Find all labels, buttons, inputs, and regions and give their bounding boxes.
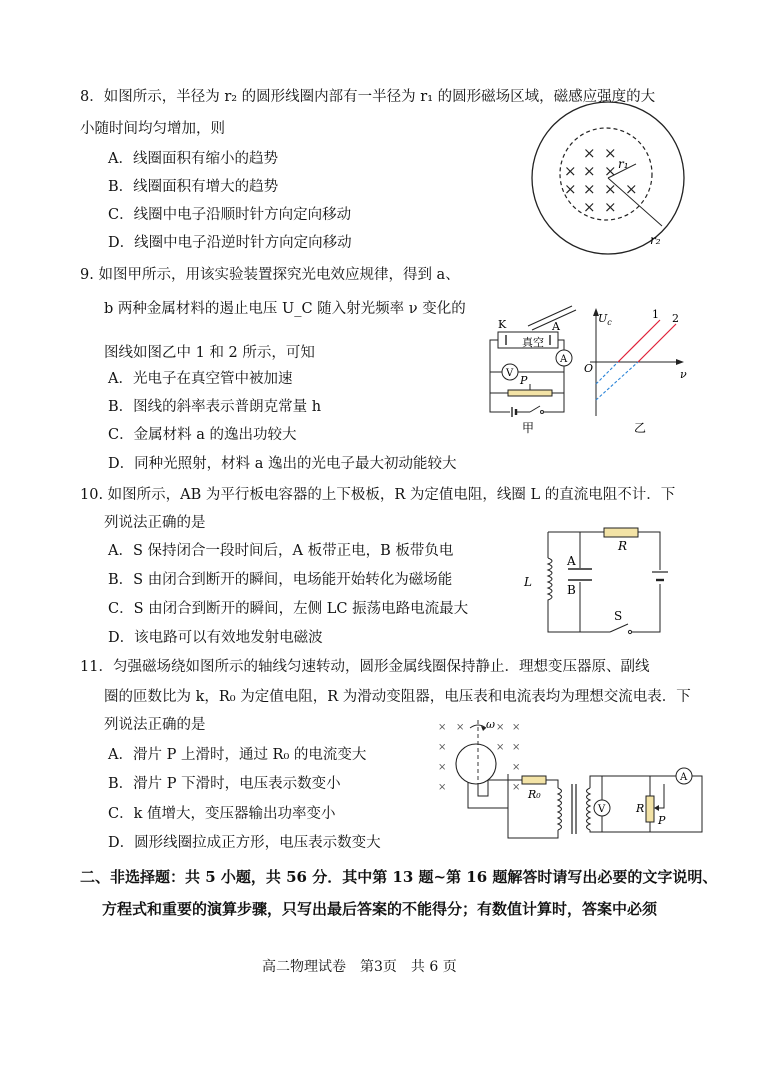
svg-text:×: × [438,742,447,753]
q9-origin-label: O [584,362,594,375]
q8-r1-label: r₁ [618,157,629,171]
q9-tube-label: 真空 [522,336,544,349]
svg-text:×: × [512,782,521,793]
q10-stem-line2: 列说法正确的是 [104,515,206,531]
q9-jia-label: 甲 [522,421,535,435]
svg-text:×: × [438,762,447,773]
svg-text:×: × [604,144,617,162]
q8-figure [528,98,688,258]
q11-omega-label: ω [486,718,495,731]
q9-rheostat [508,390,552,396]
q11-figure [432,718,722,843]
section2-heading-line1: 二、非选择题：共 5 小题，共 56 分．其中第 13 题~第 16 题解答时请写出必要的文字说明、 [80,868,718,886]
q9-stem-line3: 图线如图乙中 1 和 2 所示，可知 [104,345,315,361]
q10-option-a: A．S 保持闭合一段时间后，A 板带正电，B 板带负电 [108,543,454,559]
q10-a-label: A [567,554,576,568]
q11-stem-line1: 11．匀强磁场绕如图所示的轴线匀速转动，圆形金属线圈保持静止．理想变压器原、副线 [80,659,650,675]
q10-outer-loop [548,532,660,632]
q10-resistor [604,528,638,537]
q8-option-c: C．线圈中电子沿顺时针方向定向移动 [108,207,352,223]
q9-line-1-extension [596,362,618,384]
q10-option-c: C．S 由闭合到断开的瞬间，左侧 LC 振荡电路电流最大 [108,601,469,617]
svg-text:V: V [506,368,514,379]
q9-option-b: B．图线的斜率表示普朗克常量 h [108,399,322,415]
q9-line-2 [638,324,676,362]
svg-text:×: × [496,722,505,733]
q9-figure-jia [484,304,584,434]
q8-field-crosses [564,144,638,216]
q11-option-b: B．滑片 P 下滑时，电压表示数变小 [108,776,341,792]
q8-stem-line2: 小随时间均匀增加，则 [80,121,225,137]
svg-text:×: × [604,162,617,180]
q11-rheostat [646,796,654,822]
q10-option-b: B．S 由闭合到断开的瞬间，电场能开始转化为磁场能 [108,572,453,588]
q11-r0-resistor [522,776,546,784]
q9-stem-line2: b 两种金属材料的遏止电压 U_C 随入射光频率 ν 变化的 [104,301,466,317]
svg-text:×: × [625,180,638,198]
svg-text:×: × [564,180,577,198]
section2-heading-line2: 方程式和重要的演算步骤，只写出最后答案的不能得分；有数值计算时，答案中必须 [102,900,658,918]
svg-text:×: × [583,180,596,198]
svg-text:×: × [438,722,447,733]
q11-primary-coil [558,788,562,830]
q11-r-label: R [636,802,645,815]
q11-stem-line2: 圈的匝数比为 k，R₀ 为定值电阻，R 为滑动变阻器，电压表和电流表均为理想交流电表．下 [104,689,691,705]
q9-line-1-label: 1 [652,308,659,321]
q10-r-label: R [618,539,628,553]
svg-text:A: A [560,354,568,365]
q8-r2-label: r₂ [650,233,661,247]
q9-yi-label: 乙 [634,421,647,435]
q9-figure-yi [584,304,689,434]
q11-option-a: A．滑片 P 上滑时，通过 R₀ 的电流变大 [108,747,367,763]
q9-switch [530,406,540,412]
q9-line-1 [618,320,660,362]
q11-slider [656,784,664,808]
q9-k-label: K [498,318,507,331]
q9-stem-line1: 9. 如图甲所示，用该实验装置探究光电效应规律，得到 a、 [80,267,460,283]
svg-text:A: A [680,772,688,783]
q11-stem-line3: 列说法正确的是 [104,717,206,733]
q9-light-ray-1 [528,306,572,326]
q9-line-2-extension [596,362,638,400]
q8-option-b: B．线圈面积有增大的趋势 [108,179,279,195]
svg-text:×: × [438,782,447,793]
q11-secondary-coil [587,788,591,830]
page-footer: 高二物理试卷 第3页 共 6 页 [262,959,457,975]
q10-option-d: D．该电路可以有效地发射电磁波 [108,630,323,646]
q9-a-label: A [552,320,560,333]
svg-text:V: V [598,804,606,815]
q11-option-d: D．圆形线圈拉成正方形，电压表示数变大 [108,835,381,851]
q9-option-a: A．光电子在真空管中被加速 [108,371,293,387]
q9-option-c: C．金属材料 a 的逸出功较大 [108,427,297,443]
q8-stem-line1: 8．如图所示，半径为 r₂ 的圆形线圈内部有一半径为 r₁ 的圆形磁场区域，磁感应强度的大 [80,89,656,105]
svg-text:×: × [583,162,596,180]
svg-text:×: × [512,742,521,753]
q11-option-c: C．k 值增大，变压器输出功率变小 [108,806,336,822]
q8-option-a: A．线圈面积有缩小的趋势 [108,151,278,167]
q10-stem-line1: 10. 如图所示，AB 为平行板电容器的上下极板，R 为定值电阻，线圈 L 的直流电阻不计．下 [80,487,676,503]
svg-text:×: × [604,198,617,216]
q10-l-label: L [524,575,532,589]
q9-nu-label: ν [680,368,687,381]
svg-text:×: × [456,722,465,733]
svg-text:×: × [604,180,617,198]
q11-circular-coil [456,744,496,784]
q10-b-label: B [567,583,576,597]
svg-text:×: × [512,722,521,733]
svg-text:×: × [583,144,596,162]
q11-r0-label: R₀ [528,788,541,801]
q9-p-label: P [520,374,528,387]
q8-option-d: D．线圈中电子沿逆时针方向定向移动 [108,235,352,251]
svg-text:×: × [583,198,596,216]
svg-text:×: × [496,742,505,753]
svg-text:×: × [564,162,577,180]
q11-p-label: P [658,814,666,827]
q10-s-label: S [614,609,623,623]
q9-option-d: D．同种光照射，材料 a 逸出的光电子最大初动能较大 [108,456,457,472]
q9-uc-label: $U_c$ [598,312,612,327]
q9-line-2-label: 2 [672,312,679,325]
svg-text:×: × [512,762,521,773]
q10-figure [518,524,668,636]
